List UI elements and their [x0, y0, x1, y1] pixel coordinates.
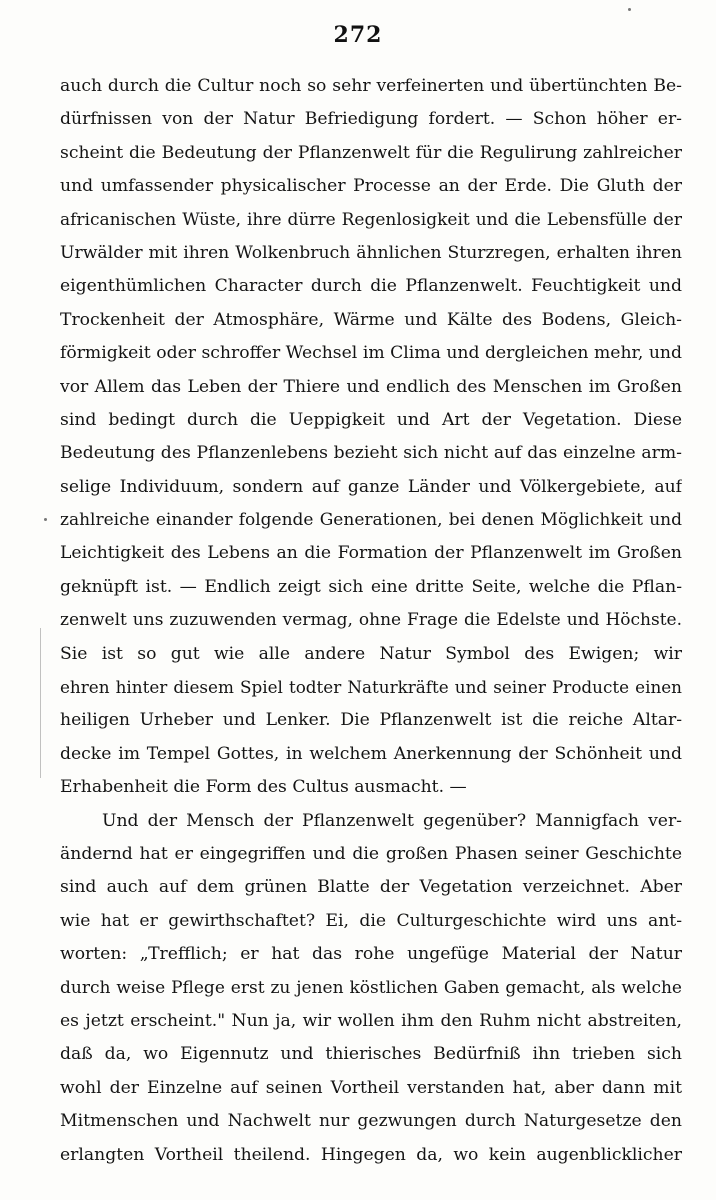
- text-line: es jetzt erscheint." Nun ja, wir wollen ihm den Ruhm nicht abstreiten,: [60, 1010, 682, 1031]
- text-line: decke im Tempel Gottes, in welchem Anerkennung der Schönheit und: [60, 743, 682, 764]
- text-line: geknüpft ist. — Endlich zeigt sich eine dritte Seite, welche die Pflan-: [60, 576, 682, 597]
- text-line: förmigkeit oder schroffer Wechsel im Clima und dergleichen mehr, und: [60, 343, 682, 364]
- text-line: Bedeutung des Pflanzenlebens bezieht sich nicht auf das einzelne arm-: [60, 443, 682, 464]
- text-line: zahlreiche einander folgende Generationen, bei denen Möglichkeit und: [60, 510, 682, 531]
- body-text: [60, 70, 682, 1172]
- text-line: wohl der Einzelne auf seinen Vortheil verstanden hat, aber dann mit: [60, 1077, 682, 1098]
- text-line: daß da, wo Eigennutz und thierisches Bedürfniß ihn trieben sich: [60, 1044, 682, 1065]
- text-line: sind auch auf dem grünen Blatte der Vegetation verzeichnet. Aber: [60, 877, 682, 898]
- text-line: erlangten Vortheil theilend. Hingegen da, wo kein augenblicklicher: [60, 1144, 682, 1165]
- text-line: eigenthümlichen Character durch die Pflanzenwelt. Feuchtigkeit und: [60, 276, 682, 297]
- text-line: heiligen Urheber und Lenker. Die Pflanzenwelt ist die reiche Altar-: [60, 710, 682, 731]
- text-line: worten: „Trefflich; er hat das rohe ungefüge Material der Natur: [60, 944, 682, 965]
- text-line: Mitmenschen und Nachwelt nur gezwungen durch Naturgesetze den: [60, 1111, 682, 1132]
- paragraph-end-line: Erhabenheit die Form des Cultus ausmacht. —: [60, 777, 467, 798]
- page-number: 272: [333, 22, 383, 48]
- text-line: Trockenheit der Atmosphäre, Wärme und Kälte des Bodens, Gleich-: [60, 309, 682, 330]
- paragraph-start-line: Und der Mensch der Pflanzenwelt gegenüber? Mannigfach ver-: [102, 810, 682, 831]
- text-line: africanischen Wüste, ihre dürre Regenlosigkeit und die Lebensfülle der: [60, 209, 682, 230]
- text-line: sind bedingt durch die Ueppigkeit und Art der Vegetation. Diese: [60, 409, 682, 430]
- margin-pencil-mark: [40, 628, 41, 778]
- text-line: Leichtigkeit des Lebens an die Formation der Pflanzenwelt im Großen: [60, 543, 682, 564]
- text-line: durch weise Pflege erst zu jenen köstlichen Gaben gemacht, als welche: [60, 977, 682, 998]
- text-line: selige Individuum, sondern auf ganze Länder und Völkergebiete, auf: [60, 476, 682, 497]
- text-line: vor Allem das Leben der Thiere und endlich des Menschen im Großen: [60, 376, 682, 397]
- text-line: wie hat er gewirthschaftet? Ei, die Culturgeschichte wird uns ant-: [60, 910, 682, 931]
- text-line: Sie ist so gut wie alle andere Natur Symbol des Ewigen; wir: [60, 643, 682, 664]
- paper-speck: [44, 518, 47, 521]
- text-line: Urwälder mit ihren Wolkenbruch ähnlichen Sturzregen, erhalten ihren: [60, 242, 682, 263]
- text-line: und umfassender physicalischer Processe an der Erde. Die Gluth der: [60, 176, 682, 197]
- paper-speck: [628, 8, 631, 11]
- text-line: dürfnissen von der Natur Befriedigung fordert. — Schon höher er-: [60, 109, 682, 130]
- text-line: zenwelt uns zuzuwenden vermag, ohne Frage die Edelste und Höchste.: [60, 610, 682, 631]
- text-line: ändernd hat er eingegriffen und die großen Phasen seiner Geschichte: [60, 843, 682, 864]
- text-line: auch durch die Cultur noch so sehr verfeinerten und übertünchten Be-: [60, 76, 682, 96]
- text-line: scheint die Bedeutung der Pflanzenwelt für die Regulirung zahlreicher: [60, 142, 682, 163]
- text-line: ehren hinter diesem Spiel todter Naturkräfte und seiner Producte einen: [60, 677, 682, 698]
